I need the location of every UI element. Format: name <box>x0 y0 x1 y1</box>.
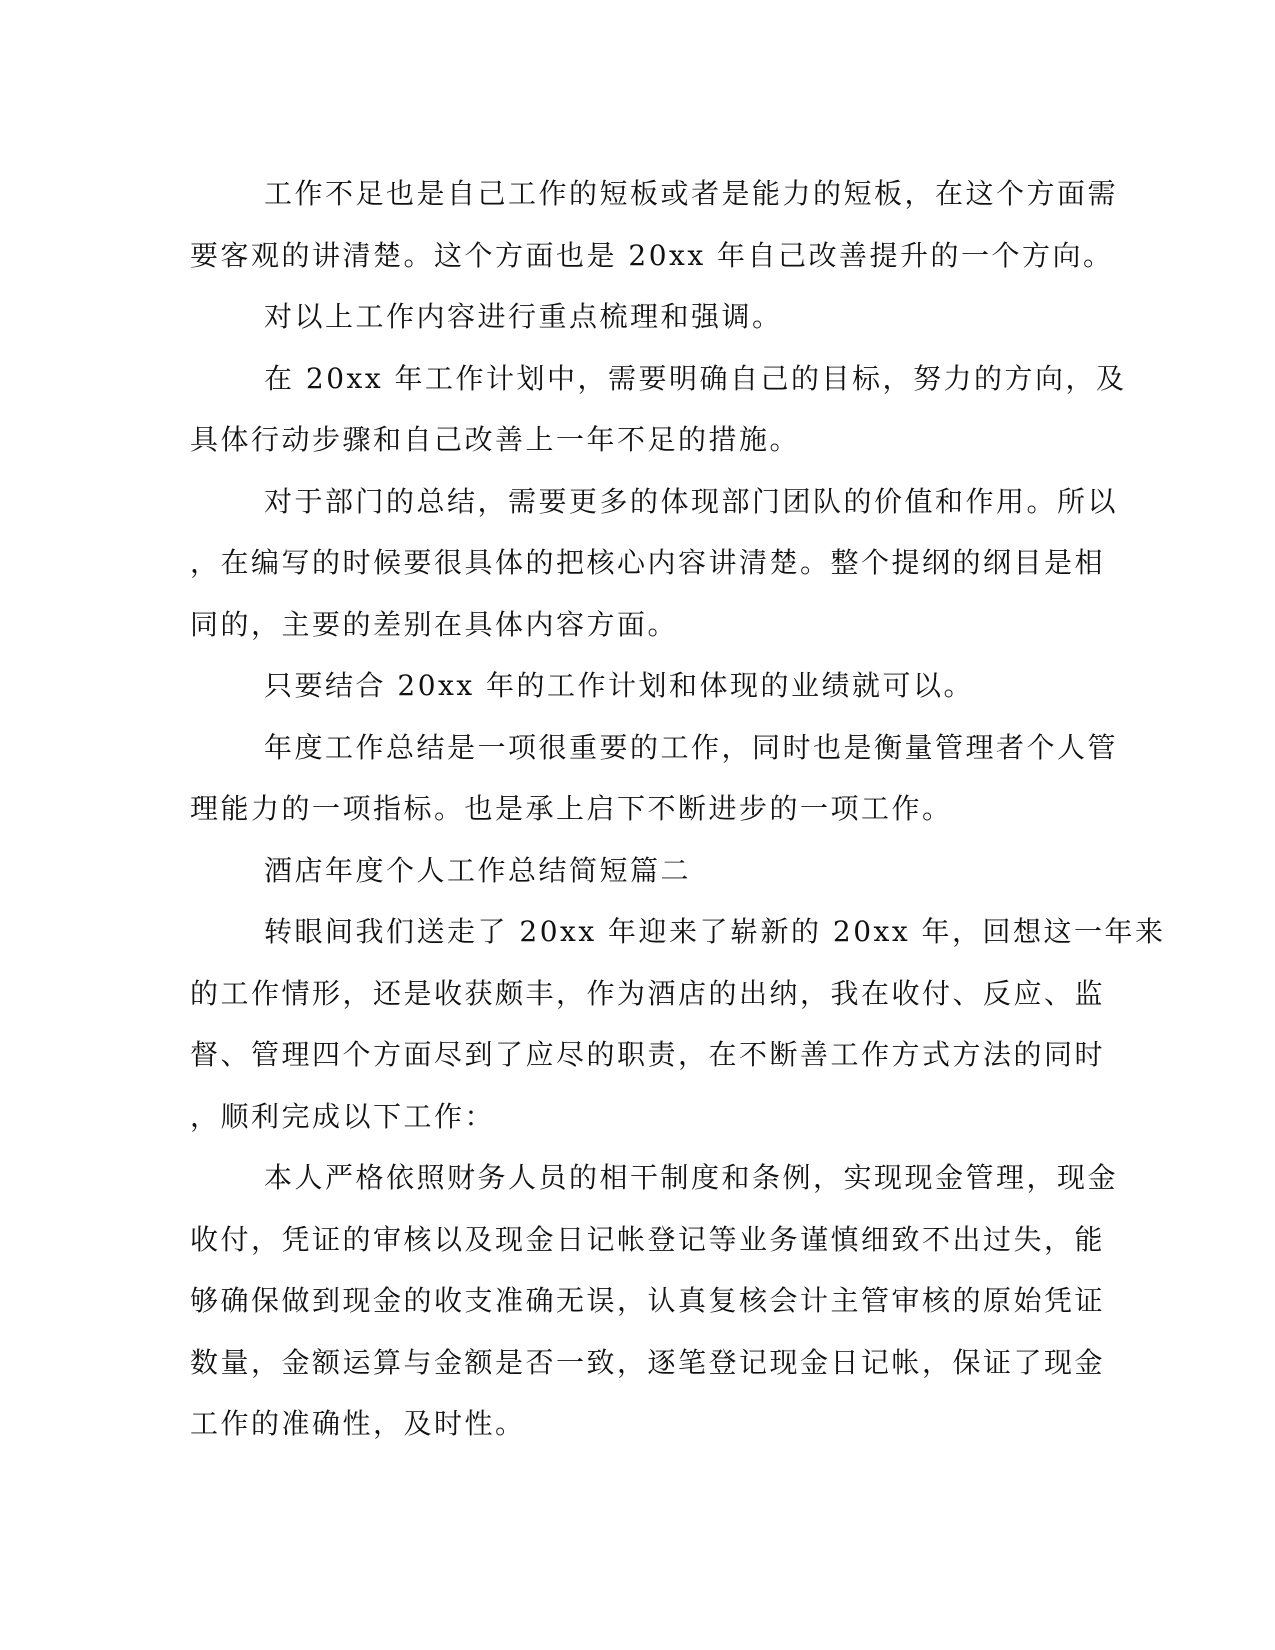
text-line: 对以上工作内容进行重点梳理和强调。 <box>264 300 783 333</box>
text-line: 收付，凭证的审核以及现金日记帐登记等业务谨慎细致不出过失，能 <box>190 1222 1106 1256</box>
text-line: 转眼间我们送走了 20xx 年迎来了崭新的 20xx 年，回想这一年来 <box>264 915 1166 948</box>
text-line: 工作的准确性，及时性。 <box>190 1407 526 1440</box>
paragraph <box>190 901 1166 1147</box>
text-line: 工作不足也是自己工作的短板或者是能力的短板，在这个方面需 <box>264 177 1119 210</box>
text-line: 在 20xx 年工作计划中，需要明确自己的目标，努力的方向，及 <box>264 361 1127 395</box>
paragraph <box>190 655 1090 717</box>
heading-text: 酒店年度个人工作总结简短篇二 <box>264 853 692 887</box>
text-line: ，在编写的时候要很具体的把核心内容讲清楚。整个提纲的纲目是相 <box>190 546 1106 579</box>
text-line: 具体行动步骤和自己改善上一年不足的措施。 <box>190 423 801 456</box>
paragraph <box>190 163 1119 286</box>
paragraph <box>190 348 1127 471</box>
text-line: 督、管理四个方面尽到了应尽的职责，在不断善工作方式方法的同时 <box>190 1038 1106 1071</box>
text-line: 的工作情形，还是收获颇丰，作为酒店的出纳，我在收付、反应、监 <box>190 976 1106 1010</box>
text-line: 对于部门的总结，需要更多的体现部门团队的价值和作用。所以 <box>264 484 1119 518</box>
text-line: 数量，金额运算与金额是否一致，逐笔登记现金日记帐，保证了现金 <box>190 1345 1106 1379</box>
paragraph <box>190 717 1119 840</box>
paragraph <box>190 471 1119 656</box>
paragraph <box>190 286 1090 348</box>
paragraph <box>190 1147 1119 1455</box>
text-line: 年度工作总结是一项很重要的工作，同时也是衡量管理者个人管 <box>264 730 1119 764</box>
text-line: 理能力的一项指标。也是承上启下不断进步的一项工作。 <box>190 792 953 825</box>
section-heading <box>190 840 1090 902</box>
text-line: ，顺利完成以下工作： <box>190 1099 496 1133</box>
text-line: 要客观的讲清楚。这个方面也是 20xx 年自己改善提升的一个方向。 <box>190 238 1114 272</box>
text-line: 本人严格依照财务人员的相干制度和条例，实现现金管理，现金 <box>264 1161 1119 1194</box>
text-line: 只要结合 20xx 年的工作计划和体现的业绩就可以。 <box>264 669 975 702</box>
text-line: 够确保做到现金的收支准确无误，认真复核会计主管审核的原始凭证 <box>190 1284 1106 1317</box>
document-body <box>190 163 1166 1455</box>
text-line: 同的，主要的差别在具体内容方面。 <box>190 607 679 641</box>
